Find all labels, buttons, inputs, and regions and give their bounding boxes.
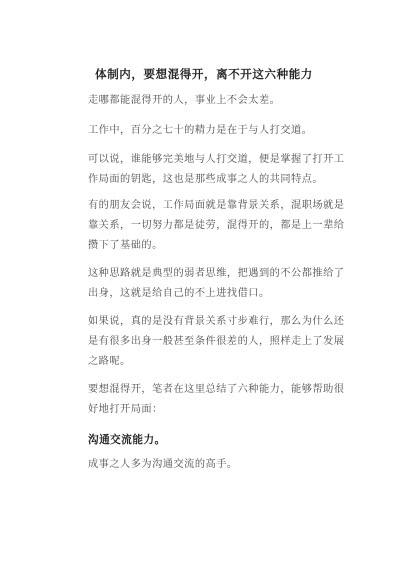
section-heading: 沟通交流能力。 <box>88 434 166 446</box>
paragraph-5: 这种思路就是典型的弱者思维，把遇到的不公都推给了出身，这就是给自己的不上进找借口。 <box>88 268 345 299</box>
paragraph-7: 要想混得开，笔者在这里总结了六种能力，能够帮助很好地打开局面： <box>88 384 345 415</box>
paragraph-8: 成事之人多为沟通交流的高手。 <box>88 459 238 470</box>
paragraph-1: 走哪都能混得开的人，事业上不会太差。 <box>88 95 281 106</box>
document-title: 体制内，要想混得开，离不开这六种能力 <box>95 67 313 81</box>
paragraph-2: 工作中，百分之七十的精力是在于与人打交道。 <box>88 125 313 136</box>
paragraph-3: 可以说，谁能够完美地与人打交道，便是掌握了打开工作局面的钥匙，这也是那些成事之人的共同特点。 <box>88 154 345 185</box>
paragraph-4: 有的朋友会说，工作局面就是靠背景关系，混职场就是靠关系，一切努力都是徒劳，混得开的，都是上一辈给攒下了基础的。 <box>88 200 345 251</box>
paragraph-6: 如果说，真的是没有背景关系寸步难行，那么为什么还是有很多出身一般甚至条件很差的人，照样走上了发展之路呢。 <box>88 316 345 367</box>
